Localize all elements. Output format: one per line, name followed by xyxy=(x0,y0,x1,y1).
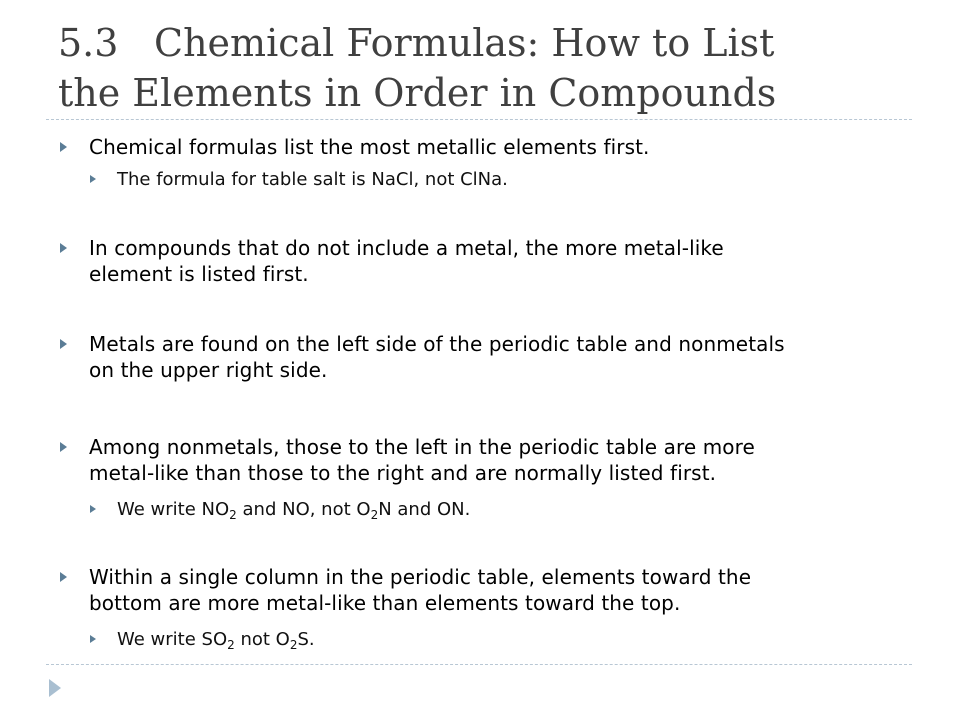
bullet-line: Metals are found on the left side of the periodic table and nonmetals xyxy=(89,332,785,356)
bullet-text xyxy=(89,434,919,486)
bullet-triangle-icon xyxy=(60,442,67,452)
bullet-triangle-icon xyxy=(60,339,67,349)
title-text-1: Chemical Formulas: How to List xyxy=(154,21,775,65)
subscript: 2 xyxy=(229,508,237,522)
bullet-line: Within a single column in the periodic table, elements toward the xyxy=(89,565,752,589)
subscript: 2 xyxy=(370,508,379,522)
sub-bullet-triangle-icon xyxy=(90,505,96,513)
text-part: N and ON. xyxy=(378,499,471,520)
bullet-triangle-icon xyxy=(60,572,67,582)
text-part: not O xyxy=(234,629,290,650)
bullet-line: element is listed first. xyxy=(89,262,309,286)
sub-bullet-triangle-icon xyxy=(90,175,96,183)
bullet-text xyxy=(89,235,919,287)
bullet-line: In compounds that do not include a metal, the more metal-like xyxy=(89,236,724,260)
bottom-divider xyxy=(46,664,912,665)
subscript: 2 xyxy=(289,638,298,652)
bullet-triangle-icon xyxy=(60,142,67,152)
text-part: S. xyxy=(297,629,315,650)
bullet-line: on the upper right side. xyxy=(89,358,328,382)
bullet-triangle-icon xyxy=(60,243,67,253)
bullet-line: metal-like than those to the right and are normally listed first. xyxy=(89,461,717,485)
bullet-line: bottom are more metal-like than elements toward the top. xyxy=(89,591,681,615)
subscript: 2 xyxy=(227,638,235,652)
sub-bullet-text xyxy=(117,628,917,652)
sub-bullet-triangle-icon xyxy=(90,635,96,643)
bullet-line: Among nonmetals, those to the left in the periodic table are more xyxy=(89,435,755,459)
bullet-text xyxy=(89,564,919,616)
bullet-text xyxy=(89,331,919,383)
bullet-text: Chemical formulas list the most metallic elements first. xyxy=(89,135,650,159)
sub-bullet-text xyxy=(117,498,917,522)
text-part: and NO, not O xyxy=(236,499,371,520)
title-line-2: the Elements in Order in Compounds xyxy=(58,71,777,115)
text-part: We write SO xyxy=(117,629,228,650)
section-number: 5.3 xyxy=(58,21,119,65)
corner-triangle-icon xyxy=(49,679,61,697)
text-part: We write NO xyxy=(117,499,230,520)
sub-bullet-text: The formula for table salt is NaCl, not ClNa. xyxy=(117,169,508,190)
